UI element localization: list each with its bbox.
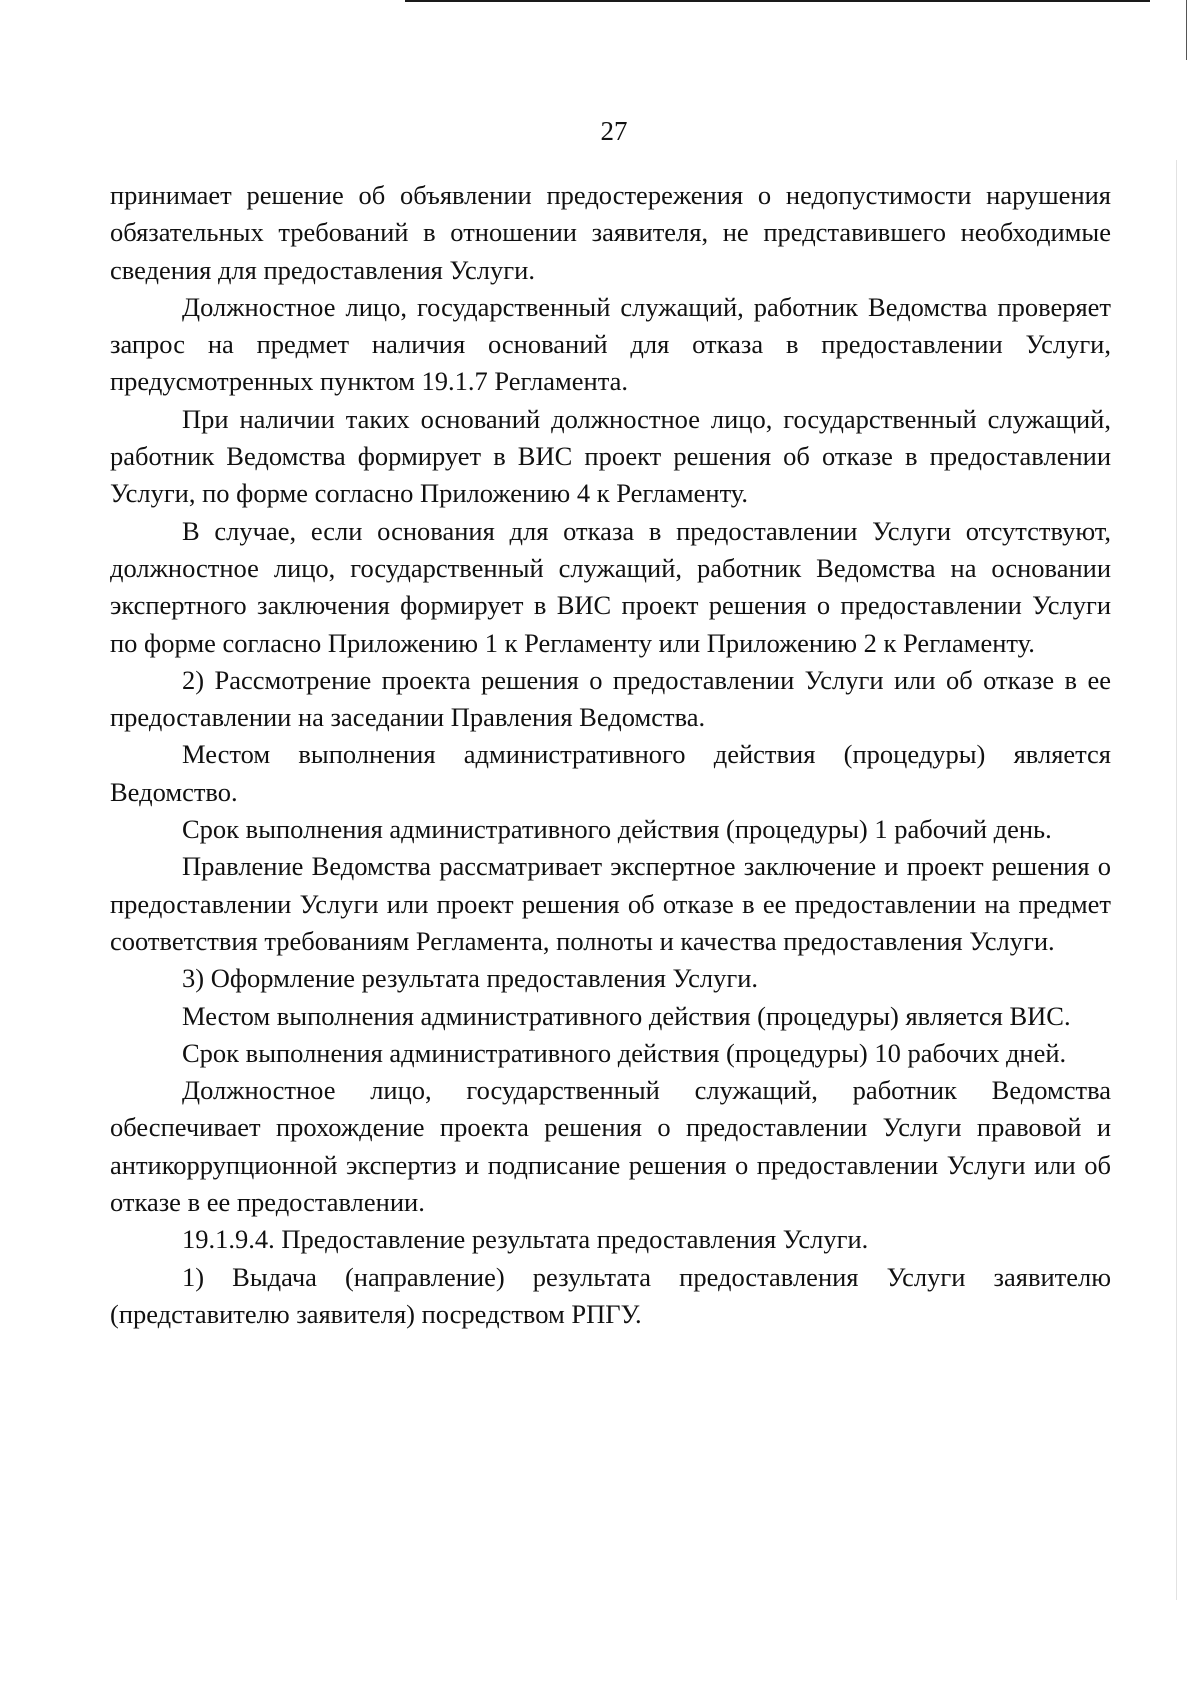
paragraph: Должностное лицо, государственный служащий, работник Ведомства обеспечивает прохождение проекта решения о предоставлении Услуги правовой и антикоррупционной экспертиз и подписание решения о предоставлении Услуги или об отказе в ее предоставлении. xyxy=(110,1075,1111,1218)
paragraph: В случае, если основания для отказа в предоставлении Услуги отсутствуют, должностное лицо, государственный служащий, работник Ведомства на основании экспертного заключения формирует в ВИС проект решения о предоставлении Услуги по форме согласно Приложению 1 к Регламенту или Приложению 2 к Регламенту. xyxy=(110,515,1111,658)
scan-edge-right-faint xyxy=(1176,160,1177,1600)
paragraph: принимает решение об объявлении предостережения о недопустимости нарушения обязательных требований в отношении заявителя, не представившего необходимые сведения для предоставления Услуги. xyxy=(110,180,1111,285)
paragraph: 2) Рассмотрение проекта решения о предоставлении Услуги или об отказе в ее предоставлении на заседании Правления Ведомства. xyxy=(110,664,1111,733)
scan-edge-top xyxy=(405,0,1150,2)
paragraph: Срок выполнения административного действия (процедуры) 1 рабочий день. xyxy=(182,814,1052,845)
paragraph: Местом выполнения административного действия (процедуры) является Ведомство. xyxy=(110,739,1111,807)
page-number: 27 xyxy=(600,116,628,146)
paragraph: Должностное лицо, государственный служащий, работник Ведомства проверяет запрос на предмет наличия оснований для отказа в предоставлении Услуги, предусмотренных пунктом 19.1.7 Регламента. xyxy=(110,291,1111,397)
paragraph: 1) Выдача (направление) результата предоставления Услуги заявителю (представителю заявителя) посредством РПГУ. xyxy=(110,1261,1111,1329)
paragraph: 19.1.9.4. Предоставление результата предоставления Услуги. xyxy=(182,1224,869,1255)
scan-edge-right xyxy=(1186,0,1187,60)
document-body xyxy=(110,177,1111,1333)
paragraph: Срок выполнения административного действия (процедуры) 10 рабочих дней. xyxy=(182,1037,1067,1068)
paragraph: Местом выполнения административного действия (процедуры) является ВИС. xyxy=(182,1000,1071,1031)
paragraph: Правление Ведомства рассматривает экспертное заключение и проект решения о предоставлении Услуги или проект решения об отказе в ее предоставлении на предмет соответствия требованиям Регламента, полноты и качества предоставления Услуги. xyxy=(110,851,1111,956)
paragraph: При наличии таких оснований должностное лицо, государственный служащий, работник Ведомства формирует в ВИС проект решения об отказе в предоставлении Услуги, по форме согласно Приложению 4 к Регламенту. xyxy=(110,403,1111,509)
paragraph: 3) Оформление результата предоставления Услуги. xyxy=(182,963,758,994)
